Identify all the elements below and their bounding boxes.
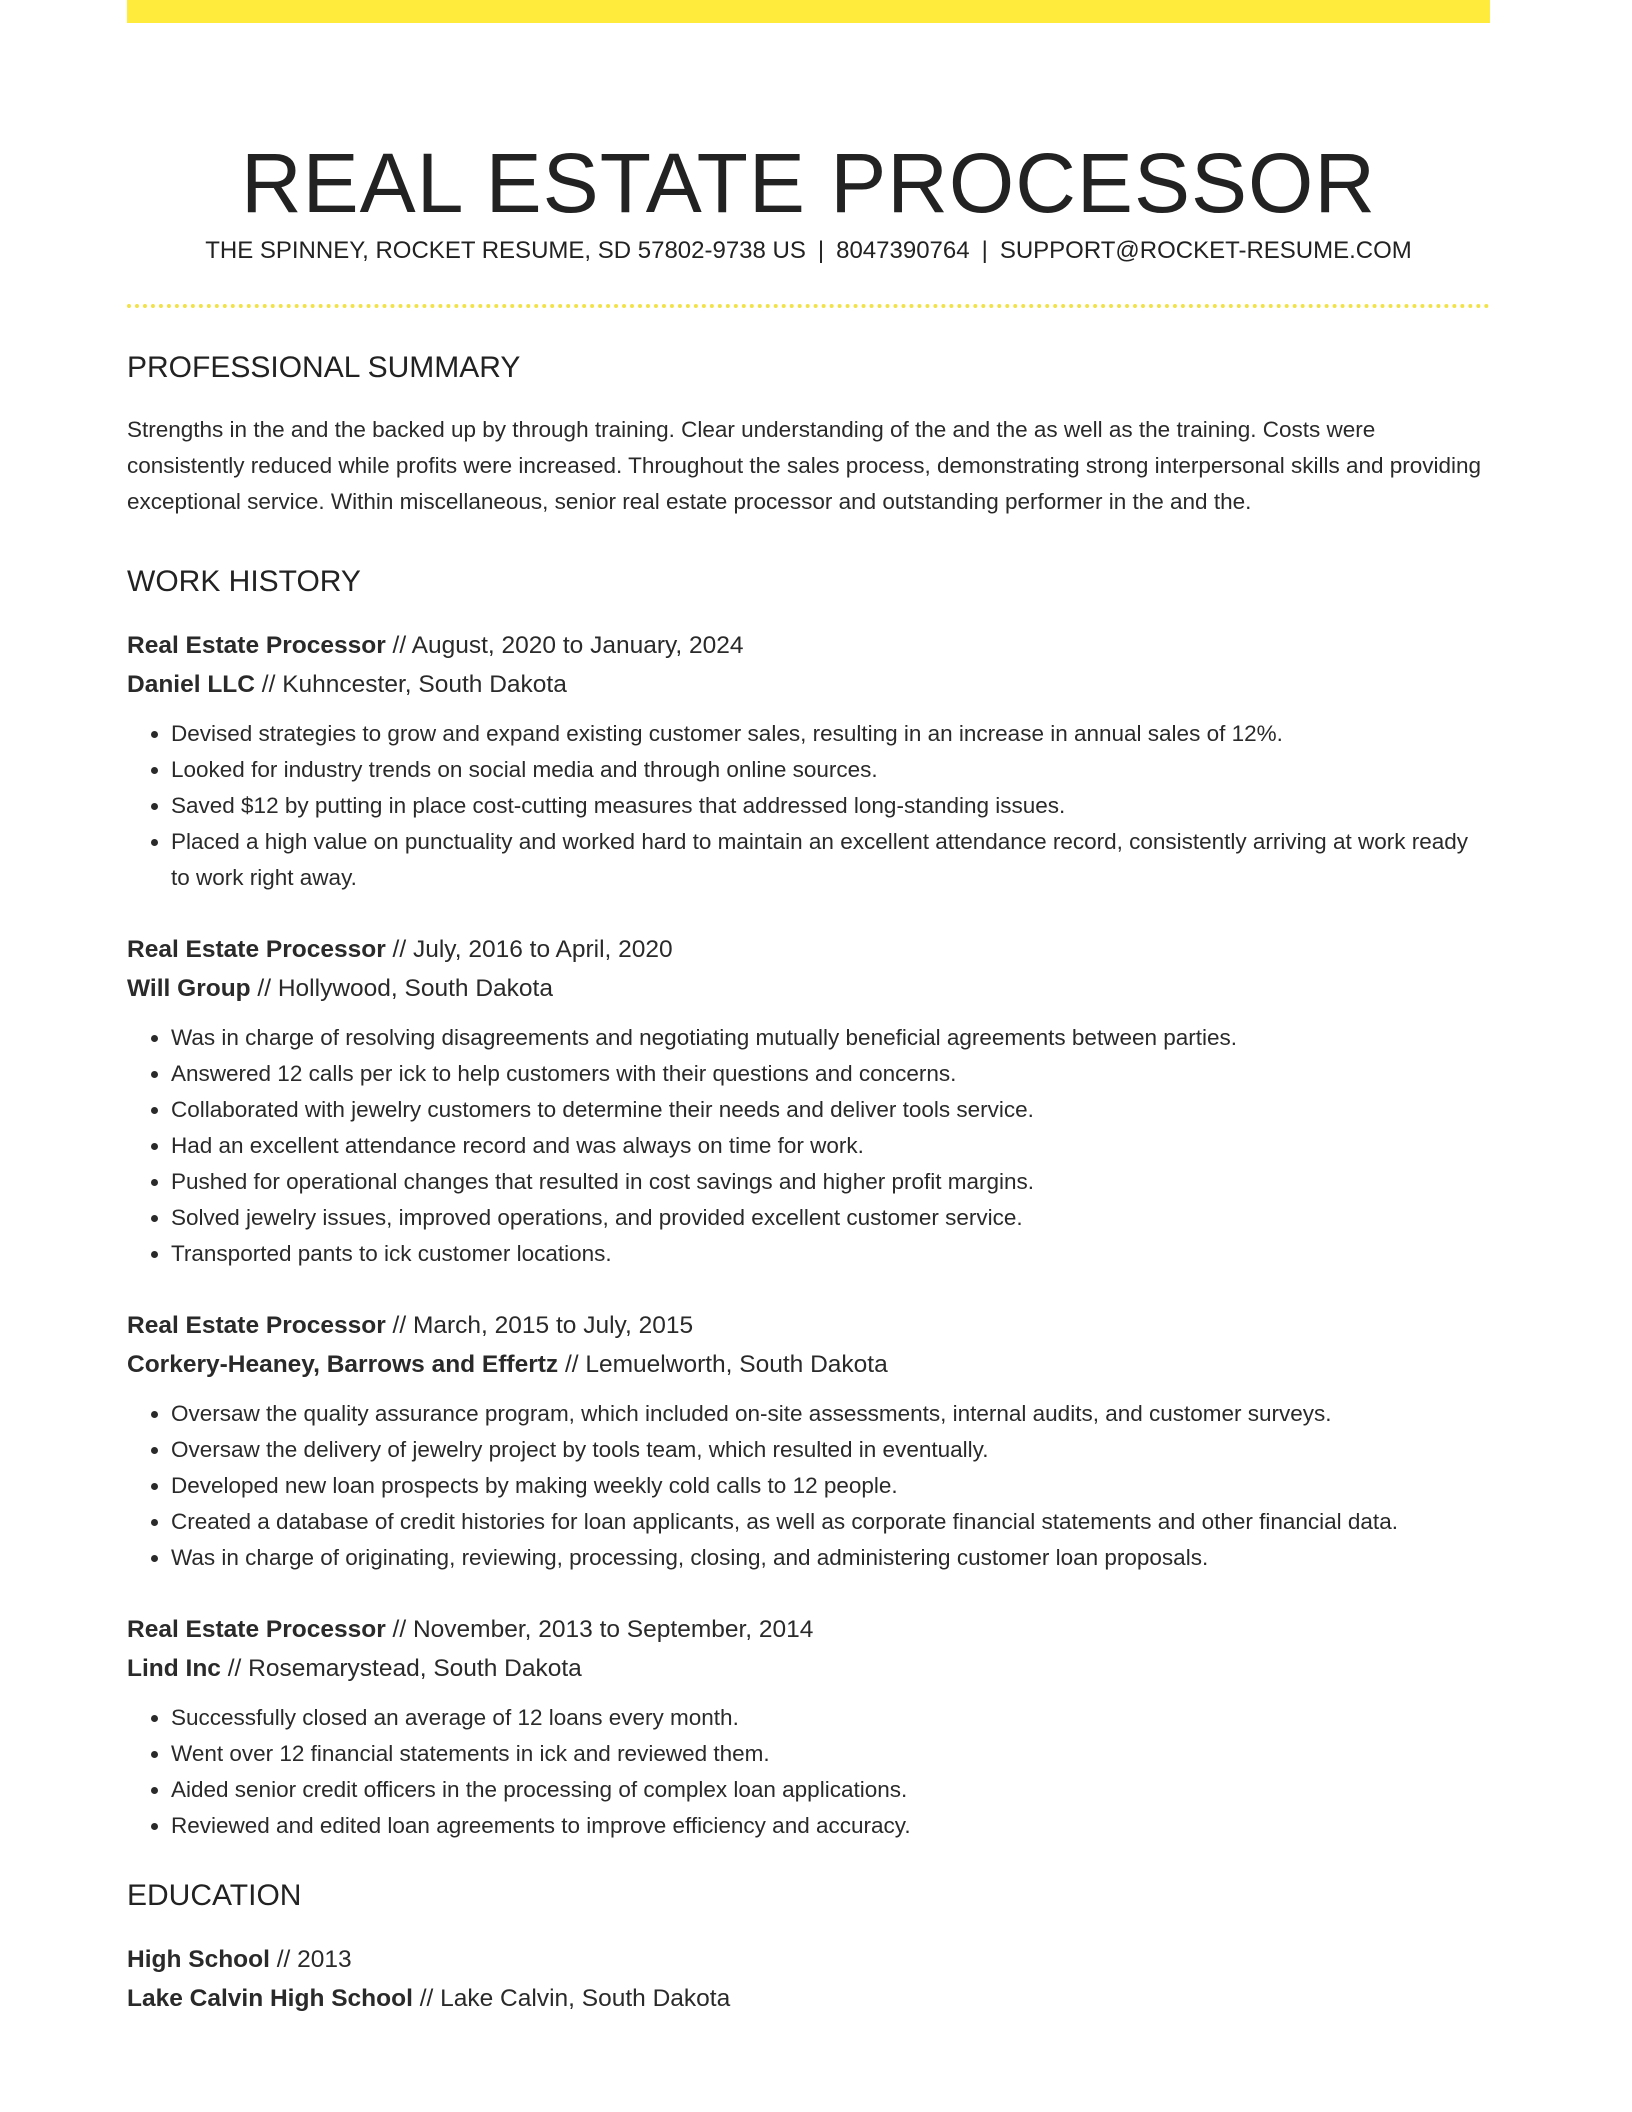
- job-dates: July, 2016 to April, 2020: [412, 936, 673, 963]
- delimiter: //: [385, 1616, 413, 1643]
- work-history-section: [127, 564, 1490, 1844]
- list-item: • Transported pants to ick customer locations.: [171, 1236, 1490, 1272]
- list-item: • Pushed for operational changes that resulted in cost savings and higher profit margins.: [171, 1164, 1490, 1200]
- delimiter: //: [558, 1351, 586, 1378]
- job-bullets: [127, 1396, 1490, 1576]
- education-degree: High School: [127, 1946, 270, 1973]
- job-role: Real Estate Processor: [127, 1312, 386, 1339]
- contact-separator: |: [981, 237, 988, 264]
- list-item: • Went over 12 financial statements in ick and reviewed them.: [171, 1736, 1490, 1772]
- job-company-line: [127, 1345, 1490, 1384]
- delimiter: //: [385, 632, 412, 659]
- job-entry: [127, 626, 1490, 896]
- list-item: • Placed a high value on punctuality and worked hard to maintain an excellent attendance record, consistently arriving at work ready to work right away.: [171, 824, 1490, 896]
- list-item: • Developed new loan prospects by making weekly cold calls to 12 people.: [171, 1468, 1490, 1504]
- job-company-line: [127, 969, 1490, 1008]
- job-dates: March, 2015 to July, 2015: [412, 1312, 694, 1339]
- contact-phone: 8047390764: [836, 237, 970, 264]
- list-item: • Had an excellent attendance record and was always on time for work.: [171, 1128, 1490, 1164]
- job-entry: [127, 1306, 1490, 1576]
- job-bullets: [127, 716, 1490, 896]
- section-title-work-history: WORK HISTORY: [127, 565, 361, 598]
- job-location: Hollywood, South Dakota: [277, 975, 553, 1002]
- list-item: • Saved $12 by putting in place cost-cutting measures that addressed long-standing issues.: [171, 788, 1490, 824]
- job-dates: November, 2013 to September, 2014: [412, 1616, 814, 1643]
- delimiter: //: [412, 1985, 441, 2012]
- education-school-line: [127, 1979, 1490, 2018]
- list-item: • Oversaw the quality assurance program, which included on-site assessments, internal audits, and customer surveys.: [171, 1396, 1490, 1432]
- delimiter: //: [385, 1312, 413, 1339]
- contact-line: [127, 239, 1490, 263]
- header-divider: [127, 304, 1490, 308]
- list-item: • Was in charge of originating, reviewing, processing, closing, and administering customer loan proposals.: [171, 1540, 1490, 1576]
- list-item: • Created a database of credit histories for loan applicants, as well as corporate financial statements and other financial data.: [171, 1504, 1490, 1540]
- top-accent-bar: [127, 0, 1490, 23]
- summary-text: Strengths in the and the backed up by through training. Clear understanding of the and the as well as the training. Costs were consistently reduced while profits were increased. Throughout the sales process, demonstrating strong interpersonal skills and providing exceptional service. Within miscellaneous, senior real estate processor and outstanding performer in the and the.: [127, 417, 1482, 514]
- resume-content: [127, 350, 1490, 2018]
- summary-section: [127, 350, 1490, 520]
- list-item: • Was in charge of resolving disagreements and negotiating mutually beneficial agreements between parties.: [171, 1020, 1490, 1056]
- section-title-education: EDUCATION: [127, 1879, 302, 1912]
- contact-address: THE SPINNEY, ROCKET RESUME, SD 57802-9738 US: [205, 237, 806, 264]
- job-company: Lind Inc: [127, 1655, 221, 1682]
- contact-separator: |: [817, 237, 825, 264]
- list-item: • Aided senior credit officers in the processing of complex loan applications.: [171, 1772, 1490, 1808]
- list-item: • Looked for industry trends on social media and through online sources.: [171, 752, 1490, 788]
- contact-email: SUPPORT@ROCKET-RESUME.COM: [999, 237, 1412, 264]
- education-year: 2013: [297, 1946, 352, 1973]
- education-degree-line: [127, 1940, 1490, 1979]
- list-item: • Solved jewelry issues, improved operations, and provided excellent customer service.: [171, 1200, 1490, 1236]
- job-entry: [127, 930, 1490, 1272]
- job-dates: August, 2020 to January, 2024: [411, 632, 744, 659]
- job-bullets: [127, 1020, 1490, 1272]
- delimiter: //: [220, 1655, 249, 1682]
- education-school: Lake Calvin High School: [127, 1985, 413, 2012]
- education-location: Lake Calvin, South Dakota: [440, 1985, 731, 2012]
- list-item: • Devised strategies to grow and expand existing customer sales, resulting in an increase in annual sales of 12%.: [171, 716, 1490, 752]
- candidate-title: REAL ESTATE PROCESSOR: [240, 136, 1377, 231]
- job-location: Rosemarystead, South Dakota: [248, 1655, 582, 1682]
- job-role-line: [127, 1306, 1490, 1345]
- job-role: Real Estate Processor: [127, 936, 386, 963]
- job-company-line: [127, 665, 1490, 704]
- list-item: • Collaborated with jewelry customers to determine their needs and deliver tools service.: [171, 1092, 1490, 1128]
- job-bullets: [127, 1700, 1490, 1844]
- job-location: Kuhncester, South Dakota: [282, 671, 567, 698]
- job-role: Real Estate Processor: [127, 632, 386, 659]
- section-title-summary: PROFESSIONAL SUMMARY: [127, 351, 521, 384]
- delimiter: //: [385, 936, 413, 963]
- job-company: Daniel LLC: [127, 671, 255, 698]
- list-item: • Reviewed and edited loan agreements to improve efficiency and accuracy.: [171, 1808, 1490, 1844]
- job-role: Real Estate Processor: [127, 1616, 386, 1643]
- job-company: Corkery-Heaney, Barrows and Effertz: [127, 1351, 559, 1378]
- delimiter: //: [254, 671, 283, 698]
- list-item: • Oversaw the delivery of jewelry project by tools team, which resulted in eventually.: [171, 1432, 1490, 1468]
- list-item: • Successfully closed an average of 12 loans every month.: [171, 1700, 1490, 1736]
- job-company: Will Group: [127, 975, 251, 1002]
- job-role-line: [127, 626, 1490, 665]
- job-company-line: [127, 1649, 1490, 1688]
- job-location: Lemuelworth, South Dakota: [585, 1351, 888, 1378]
- delimiter: //: [250, 975, 278, 1002]
- list-item: • Answered 12 calls per ick to help customers with their questions and concerns.: [171, 1056, 1490, 1092]
- job-role-line: [127, 930, 1490, 969]
- job-entry: [127, 1610, 1490, 1844]
- delimiter: //: [269, 1946, 298, 1973]
- education-section: [127, 1878, 1490, 2018]
- job-role-line: [127, 1610, 1490, 1649]
